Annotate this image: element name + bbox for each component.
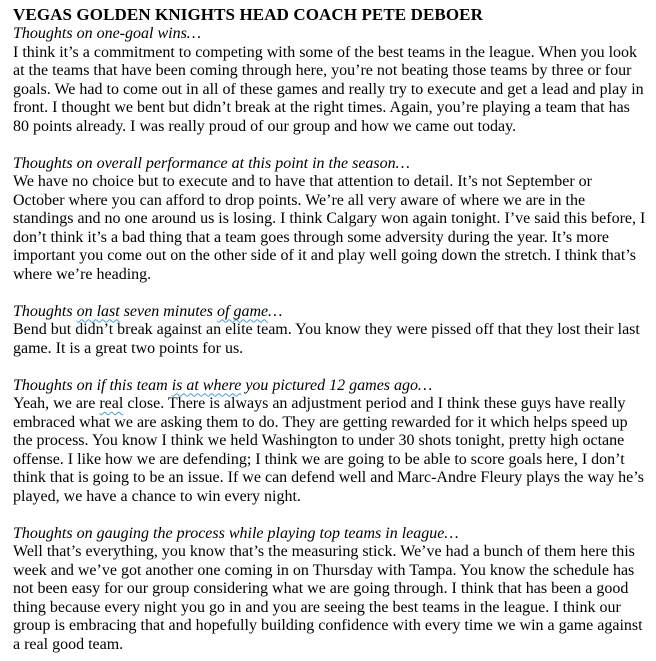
text-segment: Thoughts on overall performance at this point in the season…: [13, 154, 410, 172]
text-segment: seven minutes: [119, 302, 218, 320]
section-paragraph: [13, 543, 647, 654]
section-heading: [13, 377, 647, 396]
section-paragraph: [13, 395, 647, 506]
document-title: VEGAS GOLDEN KNIGHTS HEAD COACH PETE DEBOER: [13, 5, 483, 24]
section-heading: [13, 525, 647, 544]
text-segment: Thoughts on if this team: [13, 376, 172, 394]
document-section: [13, 377, 647, 507]
section-paragraph: [13, 44, 647, 137]
text-segment: Bend but didn’t break against an elite team. You know they were pissed off that they lost their last game. It is a great two points for us.: [13, 321, 640, 357]
section-heading: [13, 303, 647, 322]
text-segment: Yeah, we are: [13, 395, 100, 412]
text-segment: Thoughts: [13, 302, 77, 320]
text-segment: Thoughts on one-goal wins…: [13, 25, 202, 42]
document-section: [13, 155, 647, 285]
text-segment: you pictured 12 games ago…: [241, 376, 433, 394]
document-section: [13, 25, 647, 136]
text-segment: We have no choice but to execute and to have that attention to detail. It’s not September or October where you can afford to drop points. We’re all very aware of where we are in the standings and no one around us is losing. I think Calgary won again tonight. I’ve said this before, I don’t think it’s a bad thing that a team goes through some adversity during the year. It’s more important you come out on the other side of it and play well going down the stretch. I think that’s where we’re heading.: [13, 173, 646, 283]
section-heading: [13, 25, 647, 44]
grammar-squiggle-text: on last: [76, 302, 120, 320]
document-section: [13, 303, 647, 359]
grammar-squiggle-text: is at where: [171, 376, 242, 394]
grammar-squiggle-text: of game: [217, 302, 269, 320]
text-segment: Well that’s everything, you know that’s the measuring stick. We’ve had a bunch of them here this week and we’ve got another one coming in on Thursday with Tampa. You know the schedule has not been easy for our group considering what we are going through. I think that has been a good thing because every night you go in and you are seeing the best teams in the league. I think our group is embracing that and hopefully building confidence with every time we win a game against a real good team.: [13, 543, 643, 653]
document-section: [13, 525, 647, 655]
grammar-squiggle-text: real: [99, 395, 124, 412]
document-sections: [13, 25, 647, 654]
text-segment: close. There is always an adjustment period and I think these guys have really embraced what we are asking them to do. They are getting rewarded for it which helps speed up the process. You know I think we held Washington to under 30 shots tonight, pretty high octane offense. I like how we are defending; I think we are going to be able to score goals here, I don’t think that is going to be an issue. If we can defend well and Marc-Andre Fleury plays the way he’s played, we have a chance to win every night.: [13, 395, 644, 505]
text-segment: Thoughts on gauging the process while playing top teams in league…: [13, 524, 459, 542]
section-paragraph: [13, 321, 647, 358]
section-heading: [13, 155, 647, 174]
text-segment: I think it’s a commitment to competing with some of the best teams in the league. When you look at the teams that have been coming through here, you’re not beating those teams by three or four goals. We had to come out in all of these games and really try to execute and get a lead and play in front. I thought we bent but didn’t break at the right times. Again, you’re playing a team that has 80 points already. I was really proud of our group and how we came out today.: [13, 43, 644, 135]
section-paragraph: [13, 173, 647, 284]
text-segment: …: [268, 302, 283, 320]
